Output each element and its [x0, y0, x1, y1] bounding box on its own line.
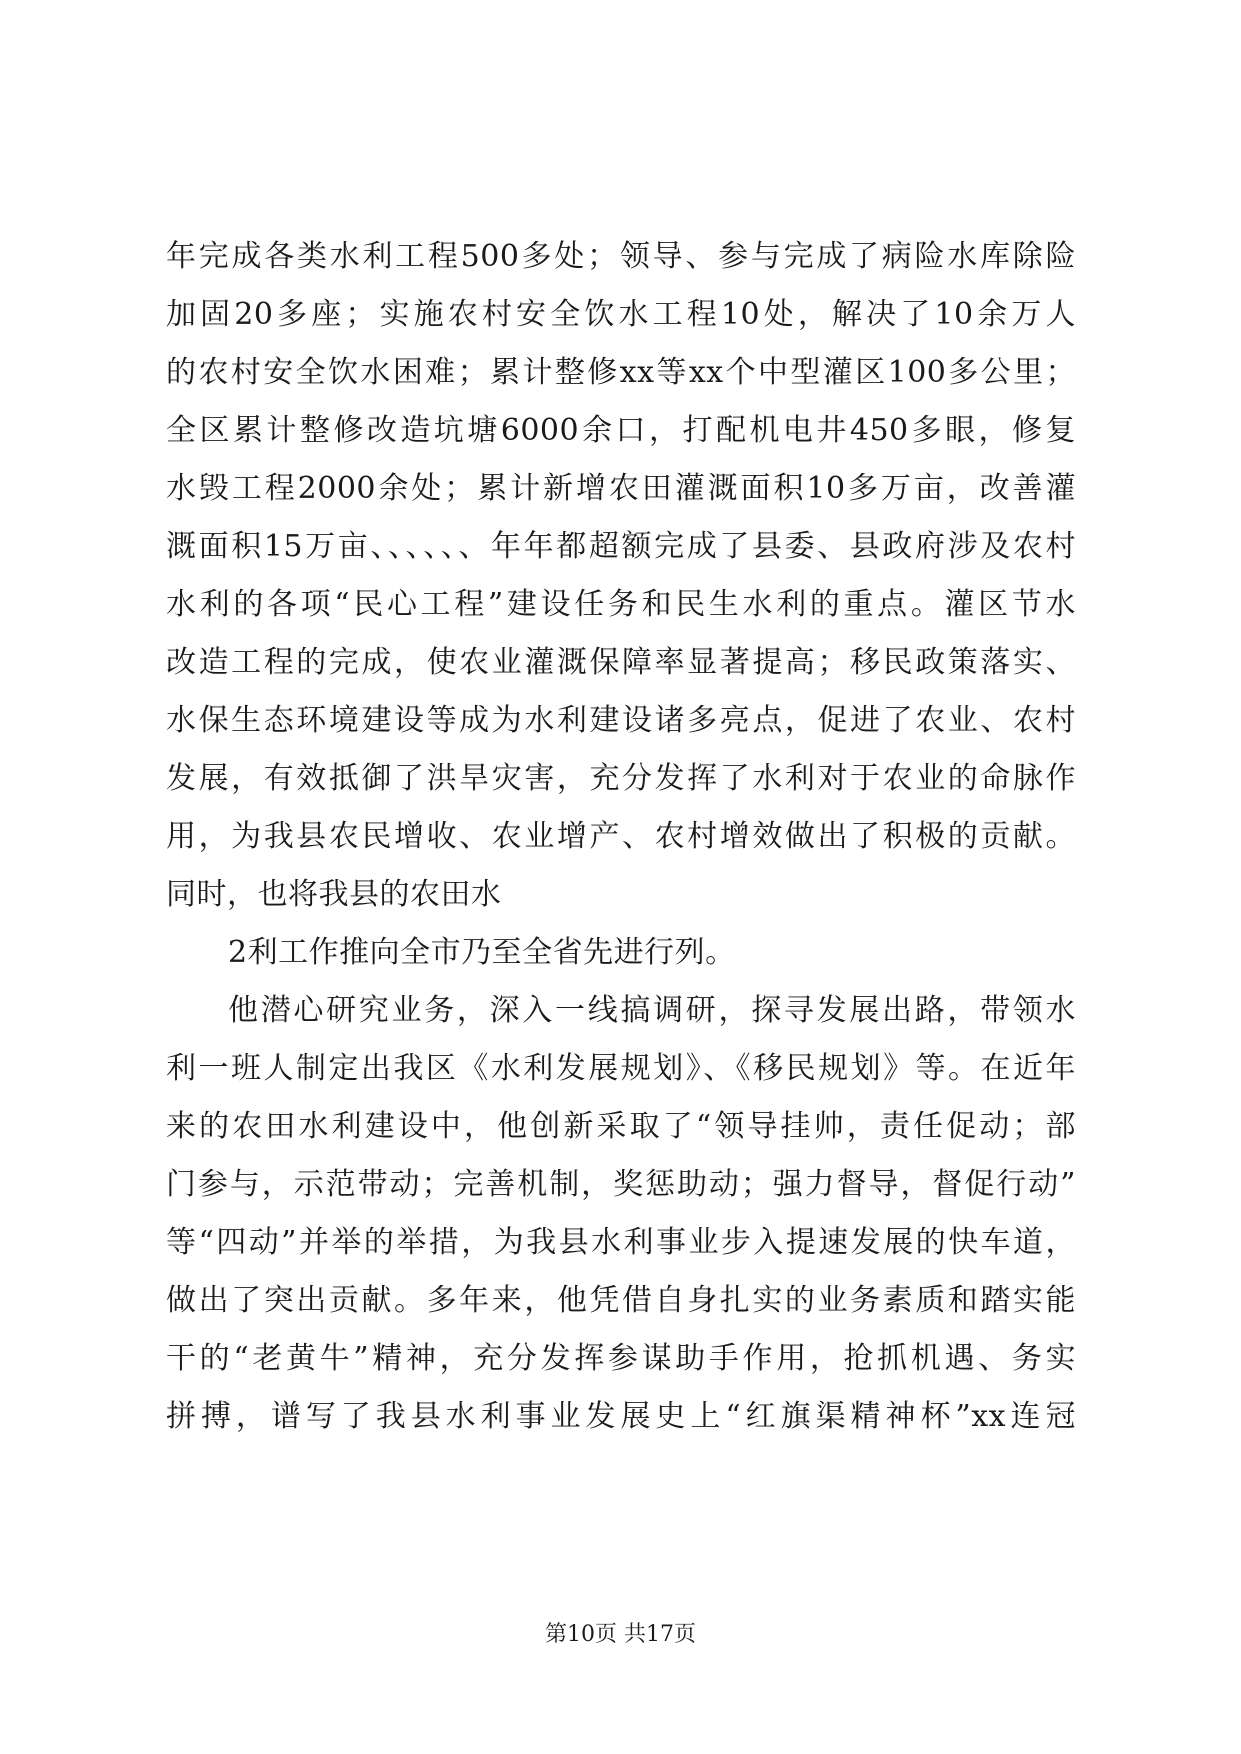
- page-footer: 第10页 共17页: [545, 1622, 696, 1647]
- text-line: 来的农田水利建设中，他创新采取了“领导挂帅，责任促动；部: [166, 1109, 1076, 1144]
- text-line: 年完成各类水利工程500多处；领导、参与完成了病险水库除险: [166, 239, 1076, 274]
- text-line: 他潜心研究业务，深入一线搞调研，探寻发展出路，带领水: [228, 993, 1076, 1028]
- text-line: 干的“老黄牛”精神，充分发挥参谋助手作用，抢抓机遇、务实: [166, 1341, 1076, 1376]
- text-line: 利一班人制定出我区《水利发展规划》、《移民规划》等。在近年: [166, 1051, 1076, 1086]
- text-line: 全区累计整修改造坑塘6000余口，打配机电井450多眼，修复: [166, 413, 1076, 448]
- text-line: 溉面积15万亩、、、、、、年年都超额完成了县委、县政府涉及农村: [166, 529, 1076, 564]
- text-line: 同时，也将我县的农田水: [166, 877, 502, 912]
- text-line: 水保生态环境建设等成为水利建设诸多亮点，促进了农业、农村: [166, 703, 1076, 738]
- text-line: 等“四动”并举的举措，为我县水利事业步入提速发展的快车道，: [166, 1225, 1076, 1260]
- text-line: 的农村安全饮水困难；累计整修xx等xx个中型灌区100多公里；: [166, 355, 1076, 390]
- text-line: 发展，有效抵御了洪旱灾害，充分发挥了水利对于农业的命脉作: [166, 761, 1076, 796]
- text-line: 用，为我县农民增收、农业增产、农村增效做出了积极的贡献。: [166, 819, 1076, 854]
- body-text: [166, 228, 1076, 1446]
- text-line: 水毁工程2000余处；累计新增农田灌溉面积10多万亩，改善灌: [166, 471, 1076, 506]
- text-line: 改造工程的完成，使农业灌溉保障率显著提高；移民政策落实、: [166, 645, 1076, 680]
- text-line: 做出了突出贡献。多年来，他凭借自身扎实的业务素质和踏实能: [166, 1283, 1076, 1318]
- text-line: 加固20多座；实施农村安全饮水工程10处，解决了10余万人: [166, 297, 1076, 332]
- text-line: 水利的各项“民心工程”建设任务和民生水利的重点。灌区节水: [166, 587, 1076, 622]
- text-line: 门参与，示范带动；完善机制，奖惩助动；强力督导，督促行动”: [166, 1167, 1076, 1202]
- text-line: 2利工作推向全市乃至全省先进行列。: [228, 935, 736, 970]
- text-line: 拼搏，谱写了我县水利事业发展史上“红旗渠精神杯”xx连冠: [166, 1399, 1076, 1434]
